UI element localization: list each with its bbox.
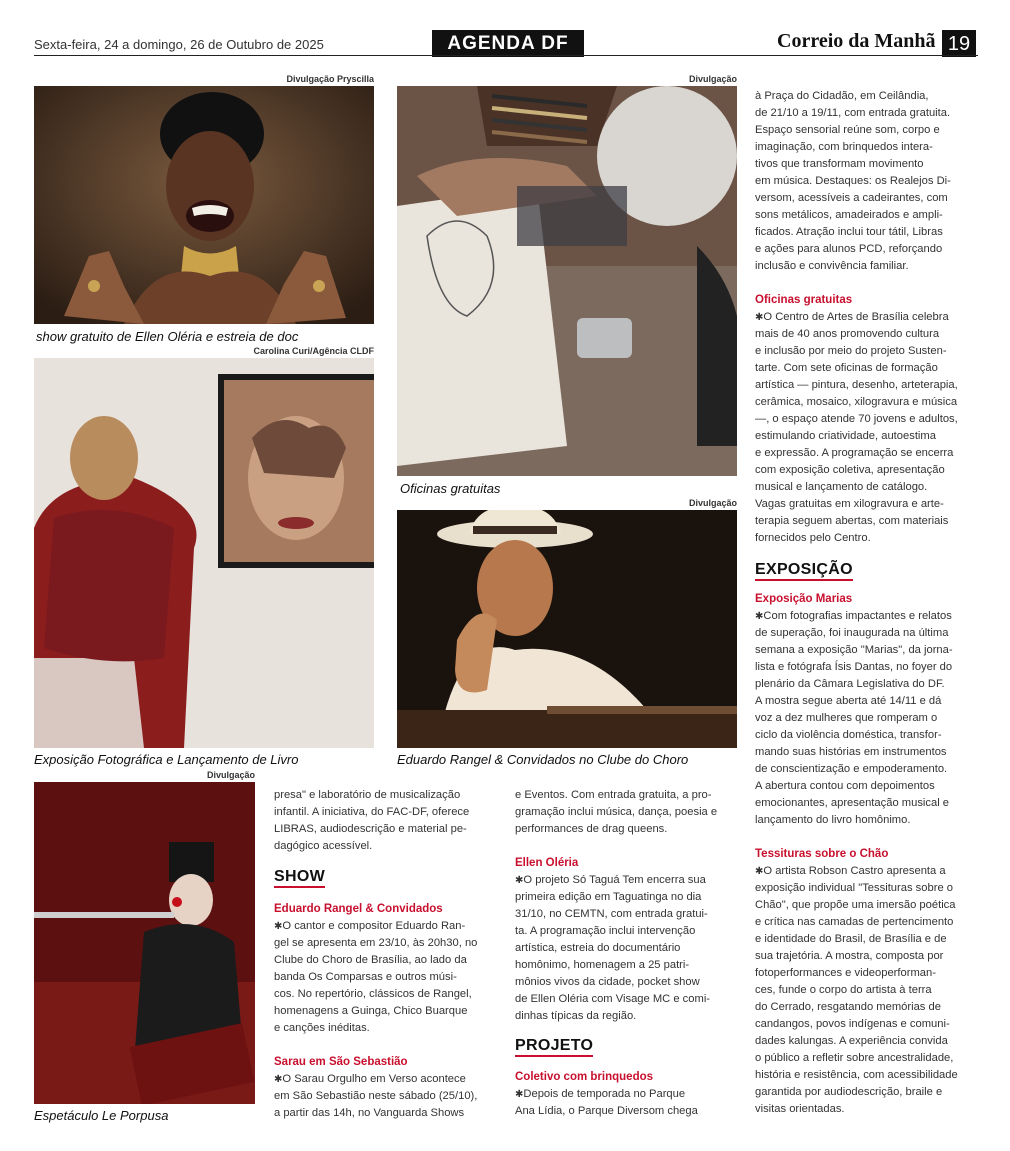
body-line: ✱O Sarau Orgulho em Verso acontece bbox=[274, 1073, 466, 1085]
photo-credit: Divulgação bbox=[688, 74, 737, 84]
body-line: emocionantes, apresentação musical e bbox=[755, 797, 950, 809]
body-line: candangos, povos indígenas e comuni- bbox=[755, 1018, 950, 1030]
section-heading-show: SHOW bbox=[274, 868, 325, 888]
body-line: fornecidos pelo Centro. bbox=[755, 532, 871, 544]
body-line: gel se apresenta em 23/10, às 20h30, no bbox=[274, 937, 478, 949]
body-line: garantida por audiodescrição, braile e bbox=[755, 1086, 943, 1098]
body-line: terapia seguem abertas, com materiais bbox=[755, 515, 949, 527]
section-heading-exposicao: EXPOSIÇÃO bbox=[755, 561, 853, 581]
body-line: banda Os Comparsas e outros músi- bbox=[274, 971, 457, 983]
body-line: ✱Com fotografias impactantes e relatos bbox=[755, 610, 952, 622]
newspaper-logo: Correio da Manhã bbox=[777, 30, 936, 52]
body-line: primeira edição em Taguatinga no dia bbox=[515, 891, 702, 903]
photo-oficinas bbox=[397, 86, 737, 476]
body-line: e expressão. A programação se encerra bbox=[755, 447, 954, 459]
body-line: imaginação, com brinquedos intera- bbox=[755, 141, 933, 153]
body-line: estimulando criatividade, autoestima bbox=[755, 430, 936, 442]
body-line: cos. No repertório, clássicos de Rangel, bbox=[274, 988, 472, 1000]
article-title: Ellen Oléria bbox=[515, 857, 579, 869]
photo-credit: Divulgação Pryscilla bbox=[286, 74, 374, 84]
body-line: em São Sebastião neste sábado (25/10), bbox=[274, 1090, 478, 1102]
article-title: Sarau em São Sebastião bbox=[274, 1056, 408, 1068]
column-a bbox=[274, 787, 496, 1122]
body-line: visitas orientadas. bbox=[755, 1103, 845, 1115]
body-line: A mostra segue aberta até 14/11 e dá bbox=[755, 695, 942, 707]
body-line: ces, funde o corpo do artista à terra bbox=[755, 984, 932, 996]
page-number: 19 bbox=[942, 30, 976, 57]
body-line: inclusão e convivência familiar. bbox=[755, 260, 909, 272]
body-line: e identidade do Brasil, de Brasília e de bbox=[755, 933, 947, 945]
body-line: ta. A programação inclui intervenção bbox=[515, 925, 696, 937]
section-title: AGENDA DF bbox=[432, 30, 584, 57]
body-line: 31/10, no CEMTN, com entrada gratui- bbox=[515, 908, 708, 920]
body-line: a partir das 14h, no Vanguarda Shows bbox=[274, 1107, 465, 1119]
body-line: ciclo da violência doméstica, transfor- bbox=[755, 729, 942, 741]
body-line: de 21/10 a 19/11, com entrada gratuita. bbox=[755, 107, 951, 119]
body-line: presa" e laboratório de musicalização bbox=[274, 789, 461, 801]
body-line: fotoperformances e videoperforman- bbox=[755, 967, 936, 979]
photo-eduardo-rangel bbox=[397, 510, 737, 748]
edition-date: Sexta-feira, 24 a domingo, 26 de Outubro de 2025 bbox=[34, 37, 324, 52]
body-line: sua trajetória. A mostra, composta por bbox=[755, 950, 944, 962]
body-line: história e resistência, com acessibilidade bbox=[755, 1069, 958, 1081]
body-line: ficados. Atração inclui tour tátil, Libras bbox=[755, 226, 943, 238]
photo-credit: Divulgação bbox=[688, 498, 737, 508]
body-line: com exposição coletiva, apresentação bbox=[755, 464, 945, 476]
body-line: Vagas gratuitas em xilogravura e arte- bbox=[755, 498, 944, 510]
body-line: em música. Destaques: os Realejos Di- bbox=[755, 175, 951, 187]
body-line: artística — pintura, desenho, arteterapia, bbox=[755, 379, 958, 391]
body-line: —, o espaço atende 70 jovens e adultos, bbox=[755, 413, 958, 425]
body-line: ✱O cantor e compositor Eduardo Ran- bbox=[274, 920, 466, 932]
column-c bbox=[755, 88, 977, 1118]
body-line: musical e lançamento de catálogo. bbox=[755, 481, 928, 493]
body-line: exposição individual "Tessituras sobre o bbox=[755, 882, 953, 894]
body-line: ✱O projeto Só Taguá Tem encerra sua bbox=[515, 874, 706, 886]
article-title: Exposição Marias bbox=[755, 593, 853, 605]
photo-le-porpusa bbox=[34, 782, 255, 1104]
body-line: lista e fotógrafa Ísis Dantas, no foyer do bbox=[755, 661, 953, 673]
body-line: infantil. A iniciativa, do FAC-DF, oferece bbox=[274, 806, 470, 818]
body-line: e crítica nas camadas de pertencimento bbox=[755, 916, 954, 928]
body-line: LIBRAS, audiodescrição e material pe- bbox=[274, 823, 467, 835]
body-line: o público a refletir sobre ancestralidade, bbox=[755, 1052, 954, 1064]
photo-caption: Exposição Fotográfica e Lançamento de Livro bbox=[34, 752, 299, 767]
body-line: e ações para alunos PCD, reforçando bbox=[755, 243, 943, 255]
body-line: e Eventos. Com entrada gratuita, a pro- bbox=[515, 789, 712, 801]
body-line: mando suas histórias em instrumentos bbox=[755, 746, 947, 758]
article-title: Eduardo Rangel & Convidados bbox=[274, 903, 443, 915]
body-line: do Cerrado, resgatando memórias de bbox=[755, 1001, 941, 1013]
photo-credit: Carolina Curi/Agência CLDF bbox=[253, 346, 374, 356]
body-line: à Praça do Cidadão, em Ceilândia, bbox=[755, 90, 929, 102]
body-line: cerâmica, mosaico, xilogravura e música bbox=[755, 396, 958, 408]
body-line: plenário da Câmara Legislativa do DF. bbox=[755, 678, 945, 690]
body-line: e inclusão por meio do projeto Susten- bbox=[755, 345, 947, 357]
body-line: ✱O Centro de Artes de Brasília celebra bbox=[755, 311, 949, 323]
body-line: dades kalungas. A experiência convida bbox=[755, 1035, 948, 1047]
photo-caption: show gratuito de Ellen Oléria e estreia de doc bbox=[36, 329, 299, 344]
photo-exposicao bbox=[34, 358, 374, 748]
body-line: Chão", que propõe uma imersão poética bbox=[755, 899, 956, 911]
photo-caption: Eduardo Rangel & Convidados no Clube do Choro bbox=[397, 752, 689, 767]
body-line: mônios vivos da cidade, pocket show bbox=[515, 976, 700, 988]
column-b bbox=[515, 787, 737, 1120]
body-line: performances de drag queens. bbox=[515, 823, 668, 835]
article-title: Tessituras sobre o Chão bbox=[755, 848, 889, 860]
body-line: versom, acessíveis a cadeirantes, com bbox=[755, 192, 948, 204]
body-line: artística, estreia do documentário bbox=[515, 942, 681, 954]
header-rule bbox=[34, 55, 978, 56]
body-line: de superação, foi inaugurada na última bbox=[755, 627, 949, 639]
body-line: dagógico acessível. bbox=[274, 840, 373, 852]
article-title: Coletivo com brinquedos bbox=[515, 1071, 654, 1083]
photo-caption: Espetáculo Le Porpusa bbox=[34, 1108, 169, 1123]
article-title: Oficinas gratuitas bbox=[755, 294, 853, 306]
body-line: homônimo, homenagem a 25 patri- bbox=[515, 959, 690, 971]
photo-ellen-oleria bbox=[34, 86, 374, 324]
body-line: e canções inéditas. bbox=[274, 1022, 370, 1034]
body-line: voz a dez mulheres que romperam o bbox=[755, 712, 938, 724]
body-line: ✱O artista Robson Castro apresenta a bbox=[755, 865, 946, 877]
body-line: homenagens a Guinga, Chico Buarque bbox=[274, 1005, 468, 1017]
body-line: Ana Lídia, o Parque Diversom chega bbox=[515, 1105, 698, 1117]
body-line: de Ellen Oléria com Visage MC e comi- bbox=[515, 993, 711, 1005]
photo-caption: Oficinas gratuitas bbox=[400, 481, 501, 496]
photo-credit: Divulgação bbox=[206, 770, 255, 780]
body-line: tarte. Com sete oficinas de formação bbox=[755, 362, 938, 374]
body-line: ✱Depois de temporada no Parque bbox=[515, 1088, 686, 1100]
body-line: mais de 40 anos promovendo cultura bbox=[755, 328, 940, 340]
body-line: A abertura contou com depoimentos bbox=[755, 780, 935, 792]
body-line: Espaço sensorial reúne som, corpo e bbox=[755, 124, 940, 136]
body-line: de conscientização e empoderamento. bbox=[755, 763, 948, 775]
body-line: tivos que transformam movimento bbox=[755, 158, 924, 170]
body-line: lançamento do livro homônimo. bbox=[755, 814, 911, 826]
body-line: dinhas típicas da região. bbox=[515, 1010, 637, 1022]
body-line: sons metálicos, amadeirados e ampli- bbox=[755, 209, 943, 221]
section-heading-projeto: PROJETO bbox=[515, 1037, 593, 1057]
body-line: gramação inclui música, dança, poesia e bbox=[515, 806, 718, 818]
body-line: Clube do Choro de Brasília, ao lado da bbox=[274, 954, 467, 966]
body-line: semana a exposição "Marias", da jorna- bbox=[755, 644, 953, 656]
